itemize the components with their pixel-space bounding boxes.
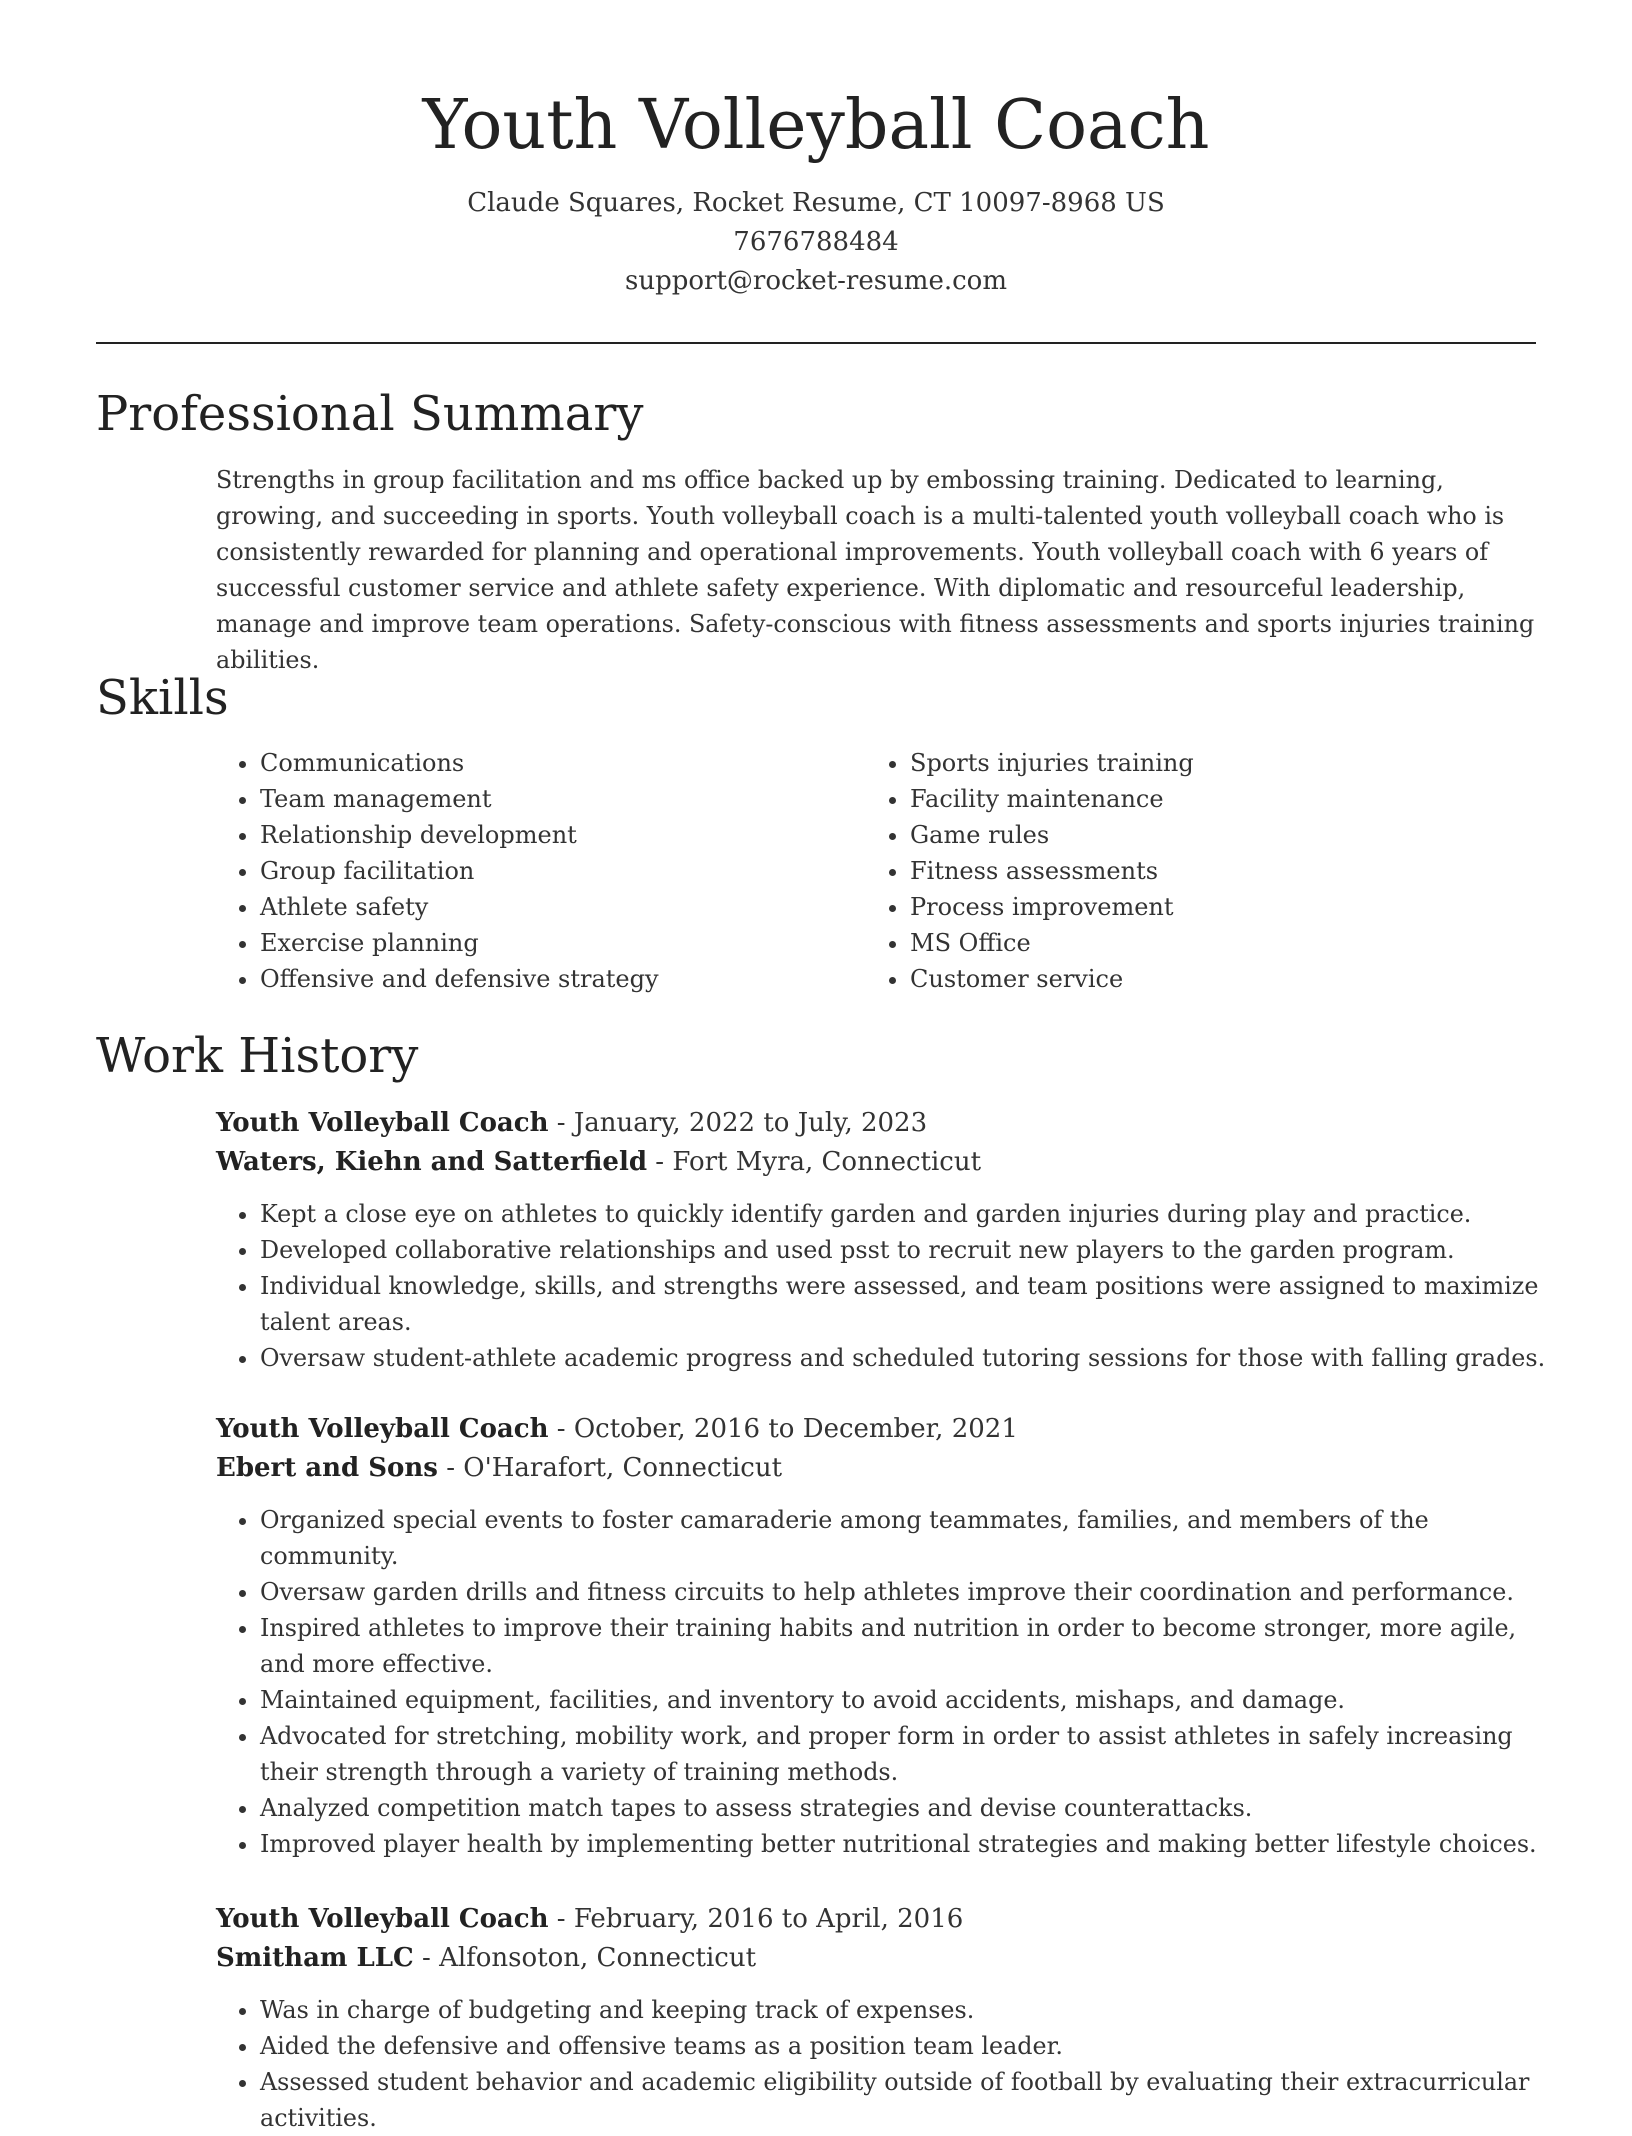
job-entry [216,1410,1546,1862]
job-dates: - October, 2016 to December, 2021 [548,1414,1018,1444]
job-company: Waters, Kiehn and Satterfield [216,1147,648,1177]
skills-heading: Skills [96,670,229,726]
job-title-line [216,1410,1546,1449]
skill-item: • Relationship development [260,817,866,853]
job-title: Youth Volleyball Coach [216,1904,549,1934]
skill-item: • Athlete safety [260,889,866,925]
skills-list [216,745,1536,997]
job-bullets [216,1502,1546,1862]
job-bullet: • Developed collaborative relationships and used psst to recruit new players to the garden program. [260,1232,1546,1268]
header-divider [96,342,1536,344]
job-company: Smitham LLC [216,1943,414,1973]
job-bullet: • Inspired athletes to improve their training habits and nutrition in order to become stronger, more agile, and more effective. [260,1610,1546,1682]
skill-item: • Customer service [910,961,1516,997]
resume-header [0,86,1632,301]
job-bullets [216,1992,1546,2136]
job-entry [216,1104,1546,1376]
candidate-name: Youth Volleyball Coach [422,86,1210,165]
job-entry [216,1900,1546,2136]
skills-column-right [866,745,1516,997]
job-title: Youth Volleyball Coach [216,1414,549,1444]
skill-item: • Fitness assessments [910,853,1516,889]
skill-item: • Game rules [910,817,1516,853]
skill-item: • Sports injuries training [910,745,1516,781]
job-title: Youth Volleyball Coach [216,1108,549,1138]
work-history-heading: Work History [96,1028,419,1084]
skill-item: • Group facilitation [260,853,866,889]
job-employer-line [216,1939,1546,1978]
job-location: - Fort Myra, Connecticut [647,1147,982,1177]
job-bullet: • Oversaw student-athlete academic progress and scheduled tutoring sessions for those with falling grades. [260,1340,1546,1376]
job-dates: - February, 2016 to April, 2016 [548,1904,964,1934]
job-bullet: • Improved player health by implementing better nutritional strategies and making better lifestyle choices. [260,1826,1546,1862]
skill-item: • Facility maintenance [910,781,1516,817]
skill-item: • Offensive and defensive strategy [260,961,866,997]
job-bullet: • Aided the defensive and offensive teams as a position team leader. [260,2028,1546,2064]
job-title-line [216,1900,1546,1939]
job-bullet: • Advocated for stretching, mobility work, and proper form in order to assist athletes in safely increasing their strength through a variety of training methods. [260,1718,1546,1790]
phone: 7676788484 [733,227,899,257]
skill-item: • Team management [260,781,866,817]
skill-item: • Process improvement [910,889,1516,925]
skill-item: • Exercise planning [260,925,866,961]
job-dates: - January, 2022 to July, 2023 [548,1108,928,1138]
job-title-line [216,1104,1546,1143]
summary-heading: Professional Summary [96,386,644,442]
job-employer-line [216,1449,1546,1488]
address: Claude Squares, Rocket Resume, CT 10097-8968 US [467,188,1165,218]
job-bullets [216,1196,1546,1376]
summary-text: Strengths in group facilitation and ms office backed up by embossing training. Dedicated to learning, growing, and succeeding in sports. Youth volleyball coach is a multi-talented youth volleyball coach who is consistently rewarded for planning and operational improvements. Youth volleyball coach with 6 years of successful customer service and athlete safety experience. With diplomatic and resourceful leadership, manage and improve team operations. Safety-conscious with fitness assessments and sports injuries training abilities. [216,466,1535,674]
job-bullet: • Was in charge of budgeting and keeping track of expenses. [260,1992,1546,2028]
contact-info [0,184,1632,301]
job-location: - Alfonsoton, Connecticut [413,1943,757,1973]
job-bullet: • Maintained equipment, facilities, and inventory to avoid accidents, mishaps, and damage. [260,1682,1546,1718]
skill-item: • Communications [260,745,866,781]
job-bullet: • Assessed student behavior and academic eligibility outside of football by evaluating their extracurricular activities. [260,2064,1546,2136]
skill-item: • MS Office [910,925,1516,961]
job-bullet: • Kept a close eye on athletes to quickly identify garden and garden injuries during play and practice. [260,1196,1546,1232]
email: support@rocket-resume.com [624,266,1007,296]
job-bullet: • Individual knowledge, skills, and strengths were assessed, and team positions were assigned to maximize talent areas. [260,1268,1546,1340]
job-employer-line [216,1143,1546,1182]
job-bullet: • Analyzed competition match tapes to assess strategies and devise counterattacks. [260,1790,1546,1826]
skills-column-left [216,745,866,997]
job-bullet: • Oversaw garden drills and fitness circuits to help athletes improve their coordination and performance. [260,1574,1546,1610]
job-bullet: • Organized special events to foster camaraderie among teammates, families, and members of the community. [260,1502,1546,1574]
job-location: - O'Harafort, Connecticut [437,1453,783,1483]
job-company: Ebert and Sons [216,1453,438,1483]
